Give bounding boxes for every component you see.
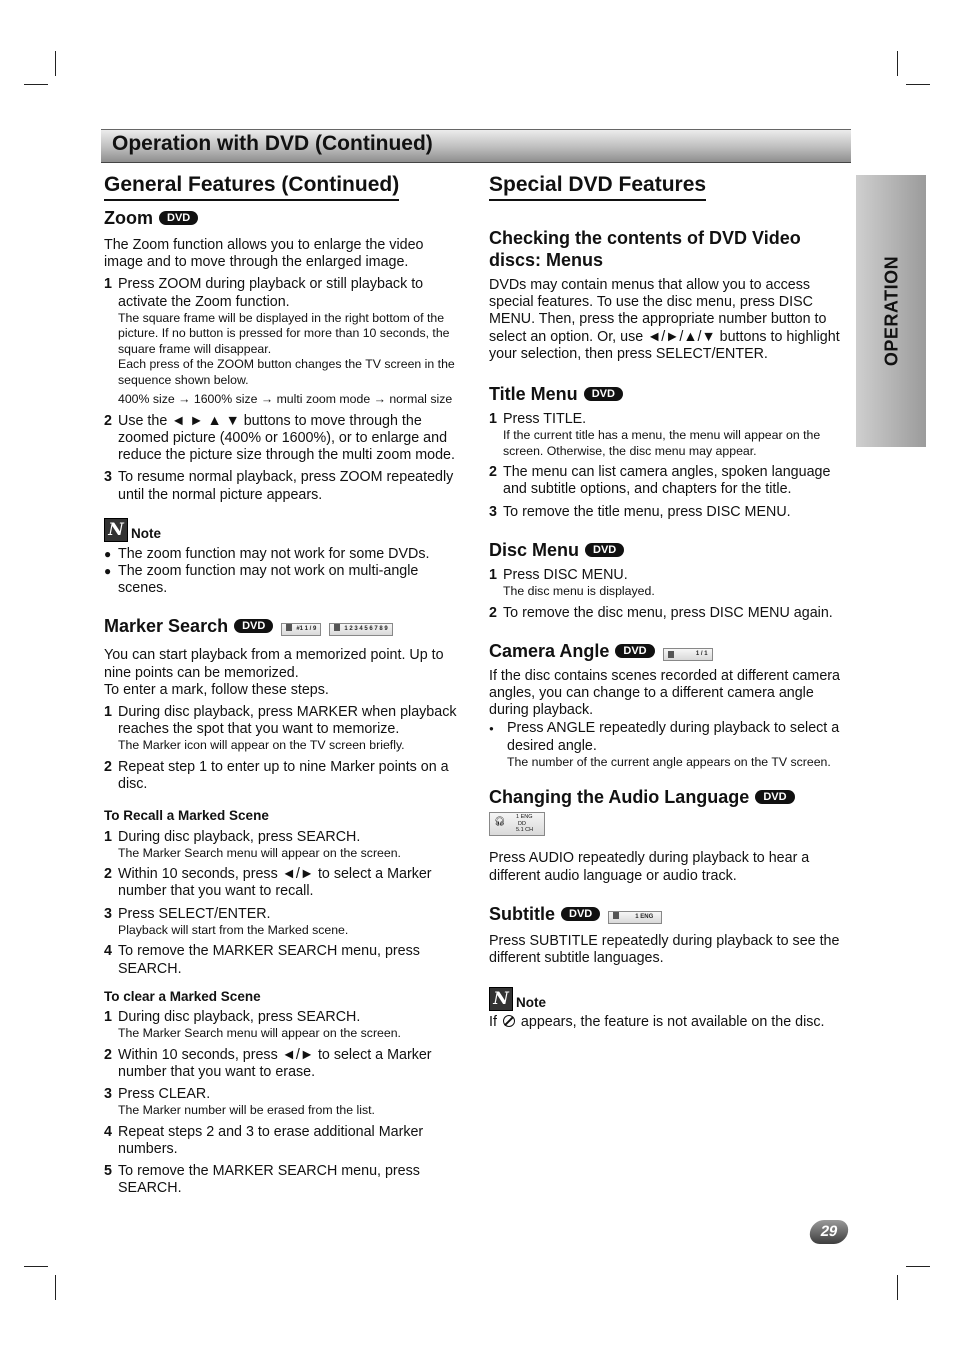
camera-icon bbox=[668, 651, 674, 658]
page-header-title: Operation with DVD (Continued) bbox=[112, 132, 433, 155]
title-menu-title: Title Menu DVD bbox=[489, 383, 851, 405]
side-tab-label: OPERATION bbox=[881, 255, 902, 367]
clear-subheading: To clear a Marked Scene bbox=[104, 988, 261, 1004]
subtitle-icon bbox=[613, 912, 619, 919]
list-item: 3 To resume normal playback, press ZOOM repeatedly until the normal picture appears. bbox=[104, 469, 466, 503]
list-item: 2 Repeat step 1 to enter up to nine Marker points on a disc. bbox=[104, 758, 449, 793]
dvd-badge: DVD bbox=[585, 543, 624, 557]
angle-osd: 1 / 1 bbox=[663, 648, 713, 661]
list-item: 5 To remove the MARKER SEARCH menu, press SEARCH. bbox=[104, 1163, 420, 1197]
search-icon bbox=[334, 624, 340, 631]
marker-intro: You can start playback from a memorized point. Up to nine points can be memorized. bbox=[104, 647, 444, 681]
list-item: 3 Press SELECT/ENTER. Playback will start from the Marked scene. bbox=[104, 905, 349, 937]
dvd-badge: DVD bbox=[234, 619, 273, 633]
marker-osd: #1 1 / 9 bbox=[281, 623, 321, 636]
dvd-badge: DVD bbox=[561, 907, 600, 921]
dvd-badge: DVD bbox=[584, 387, 623, 401]
subtitle-body: Press SUBTITLE repeatedly during playback to see the different subtitle languages. bbox=[489, 932, 840, 967]
crop-mark bbox=[24, 1266, 48, 1267]
menus-title: Checking the contents of DVD Video discs: Menus bbox=[489, 228, 801, 270]
list-item: 4 Repeat steps 2 and 3 to erase additional Marker numbers. bbox=[104, 1123, 424, 1157]
audio-language-title: Changing the Audio Language DVD bbox=[489, 786, 851, 808]
disc-menu-title: Disc Menu DVD bbox=[489, 539, 851, 561]
prohibited-icon bbox=[503, 1015, 515, 1027]
right-column bbox=[489, 172, 851, 1031]
dvd-badge: DVD bbox=[159, 211, 198, 225]
marker-search-title: Marker Search DVD #1 1 / 9 1 2 3 4 5 6 7 8 9 bbox=[104, 615, 466, 637]
list-item: 1 Press ZOOM during playback or still playback to activate the Zoom function. The square frame will be displayed in the right bottom of the picture. If no button is pressed for more than 10 seconds, the square frame will disappear. Each press of the ZOOM button changes the TV screen in the sequence shown below. 400% size → 1600% size → multi zoom mode → normal size bbox=[104, 276, 466, 407]
list-item: 3 To remove the title menu, press DISC MENU. bbox=[489, 503, 791, 520]
crop-mark bbox=[897, 51, 898, 76]
list-item: 2 The menu can list camera angles, spoken language and subtitle options, and chapters for the title. bbox=[489, 464, 831, 498]
dvd-badge: DVD bbox=[615, 644, 654, 658]
zoom-title: Zoom DVD bbox=[104, 207, 466, 229]
note-icon: N bbox=[489, 987, 513, 1011]
section-heading: General Features (Continued) bbox=[104, 172, 399, 201]
list-item: 2 Use the ◄ ► ▲ ▼ buttons to move through the zoomed picture (400% or 1600%), or to enlarge and reduce the picture size through the multi zoom mode. bbox=[104, 413, 466, 465]
camera-body: If the disc contains scenes recorded at different camera angles, you can change to a different camera angle during playback. bbox=[489, 667, 840, 719]
note-heading: N Note bbox=[489, 987, 851, 1011]
subtitle-title: Subtitle DVD 1 ENG bbox=[489, 903, 851, 925]
audio-body: Press AUDIO repeatedly during playback to hear a different audio language or audio track. bbox=[489, 850, 810, 884]
left-column bbox=[104, 172, 466, 1198]
crop-mark bbox=[906, 1266, 930, 1267]
page-number: 29 bbox=[808, 1220, 850, 1244]
marker-intro: To enter a mark, follow these steps. bbox=[104, 681, 329, 698]
marker-search-osd: 1 2 3 4 5 6 7 8 9 bbox=[329, 623, 392, 636]
subtitle-osd: 1 ENG bbox=[608, 911, 662, 924]
menus-body: DVDs may contain menus that allow you to access special features. To use the disc menu, press DISC MENU. Then, press the appropriate number button to select an option. Or, use ◄/►/▲/▼ buttons to highlight your selection, then press SELECT/ENTER. bbox=[489, 277, 840, 362]
crop-mark bbox=[55, 1275, 56, 1300]
list-item: 1 Press TITLE. If the current title has a menu, the menu will appear on the screen. Otherwise, the disc menu may appear. bbox=[489, 411, 821, 458]
headphone-icon: 🎧︎ bbox=[494, 816, 506, 827]
crop-mark bbox=[897, 1275, 898, 1300]
section-heading: Special DVD Features bbox=[489, 172, 706, 201]
step-note: Each press of the ZOOM button changes the TV screen in the sequence shown below. bbox=[118, 357, 455, 387]
list-item: ● Press ANGLE repeatedly during playback to select a desired angle. The number of the current angle appears on the TV screen. bbox=[489, 720, 840, 769]
list-item: ● The zoom function may not work on multi-angle scenes. bbox=[104, 563, 419, 597]
zoom-sequence: 400% size → 1600% size → multi zoom mode → normal size bbox=[118, 392, 453, 407]
list-item: 1 During disc playback, press MARKER when playback reaches the spot that you want to memorize. The Marker icon will appear on the TV screen briefly. bbox=[104, 704, 457, 753]
list-item: 1 During disc playback, press SEARCH. The Marker Search menu will appear on the screen. bbox=[104, 1008, 401, 1041]
crop-mark bbox=[24, 84, 48, 85]
step-note: The square frame will be displayed in the right bottom of the picture. If no button is pressed for more than 10 seconds, the square frame will disappear. bbox=[118, 310, 450, 356]
marker-icon bbox=[286, 624, 292, 631]
step-text: Press ZOOM during playback or still playback to activate the Zoom function. bbox=[118, 276, 424, 310]
list-item: 1 During disc playback, press SEARCH. The Marker Search menu will appear on the screen. bbox=[104, 828, 401, 860]
step-text: To resume normal playback, press ZOOM repeatedly until the normal picture appears. bbox=[118, 469, 454, 503]
note-text: If appears, the feature is not available on the disc. bbox=[489, 1014, 825, 1031]
step-text: Use the ◄ ► ▲ ▼ buttons to move through the zoomed picture (400% or 1600%), or to enlarge and reduce the picture size through the multi zoom mode. bbox=[118, 412, 455, 464]
list-item: 2 Within 10 seconds, press ◄/► to select a Marker number that you want to recall. bbox=[104, 866, 432, 900]
crop-mark bbox=[906, 84, 930, 85]
list-item: 4 To remove the MARKER SEARCH menu, press SEARCH. bbox=[104, 943, 420, 977]
recall-subheading: To Recall a Marked Scene bbox=[104, 808, 269, 824]
audio-osd: 🎧︎ 1 ENG DD 5.1 CH bbox=[489, 812, 545, 836]
note-heading: N Note bbox=[104, 518, 466, 542]
list-item: 2 Within 10 seconds, press ◄/► to select a Marker number that you want to erase. bbox=[104, 1046, 432, 1080]
zoom-intro: The Zoom function allows you to enlarge the video image and to move through the enlarged image. bbox=[104, 237, 424, 271]
camera-angle-title: Camera Angle DVD 1 / 1 bbox=[489, 640, 851, 662]
list-item: 1 Press DISC MENU. The disc menu is displayed. bbox=[489, 566, 655, 599]
list-item: 3 Press CLEAR. The Marker number will be erased from the list. bbox=[104, 1086, 375, 1118]
list-item: 2 To remove the disc menu, press DISC MENU again. bbox=[489, 604, 833, 621]
note-icon: N bbox=[104, 518, 128, 542]
list-item: ● The zoom function may not work for some DVDs. bbox=[104, 545, 430, 562]
crop-mark bbox=[55, 51, 56, 76]
side-tab bbox=[856, 175, 926, 447]
dvd-badge: DVD bbox=[755, 790, 794, 804]
